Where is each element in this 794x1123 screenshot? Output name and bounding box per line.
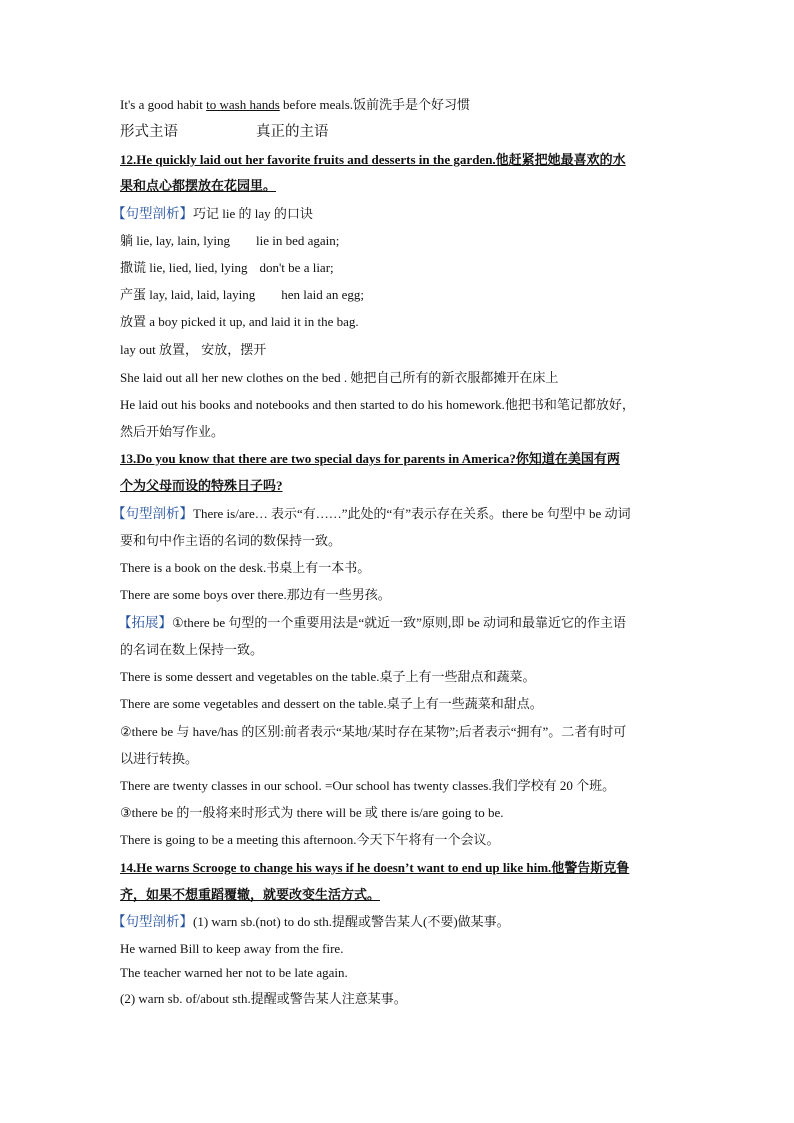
analysis-there-be xyxy=(112,505,631,523)
example-dessert-vegetables: There is some dessert and vegetables on the table.桌子上有一些甜点和蔬菜。 xyxy=(120,669,536,684)
lie-forms: 躺 lie, lay, lain, lying xyxy=(120,233,230,248)
analysis-lie-lay xyxy=(112,205,313,223)
heading-12-line2: 果和点心都摆放在花园里。 xyxy=(120,178,277,193)
extension-3: ③there be 的一般将来时形式为 there will be 或 there is/are going to be. xyxy=(120,805,504,820)
example-laid-out-clothes: She laid out all her new clothes on the bed . 她把自己所有的新衣服都摊开在床上 xyxy=(120,370,559,385)
heading-13-line1: 13.Do you know that there are two special days for parents in America?你知道在美国有两 xyxy=(120,451,620,466)
lay-forms: 产蛋 lay, laid, laid, laying xyxy=(120,287,256,302)
example-boys: There are some boys over there.那边有一些男孩。 xyxy=(120,587,391,602)
heading-14-line1: 14.He warns Scrooge to change his ways if he doesn’t want to end up like him.他警告斯克鲁 xyxy=(120,860,630,875)
example-classes: There are twenty classes in our school. =Our school has twenty classes.我们学校有 20 个班。 xyxy=(120,778,616,793)
lie-line xyxy=(120,232,339,250)
analysis-text: 巧记 lie 的 lay 的口诀 xyxy=(193,206,313,221)
lay-out-line: lay out 放置， 安放，摆开 xyxy=(120,342,267,357)
analysis-there-be-2: 要和句中作主语的名词的数保持一致。 xyxy=(120,533,342,548)
heading-12-line1: 12.He quickly laid out her favorite fruits and desserts in the garden.他赶紧把她最喜欢的水 xyxy=(120,152,626,167)
lie-lie-example: don't be a liar; xyxy=(259,260,334,275)
place-line: 放置 a boy picked it up, and laid it in the bag. xyxy=(120,314,359,329)
real-subject-label: 真正的主语 xyxy=(256,124,329,140)
heading-14-line2: 齐，如果不想重蹈覆辙，就要改变生活方式。 xyxy=(120,887,381,902)
example-teacher-warned: The teacher warned her not to be late again. xyxy=(120,965,348,980)
real-subject-phrase: to wash hands xyxy=(206,97,280,112)
extension-tag: 【拓展】 xyxy=(118,615,172,631)
extension-text: ①there be 句型的一个重要用法是“就近一致”原则,即 be 动词和最靠近它的作主语 xyxy=(172,615,626,630)
lie-lie-line xyxy=(120,259,334,277)
example-sentence-habit xyxy=(120,96,470,114)
example-warned-bill: He warned Bill to keep away from the fire. xyxy=(120,941,344,956)
example-laid-out-books-1: He laid out his books and notebooks and then started to do his homework.他把书和笔记都放好， xyxy=(120,397,635,412)
formal-subject-label: 形式主语 xyxy=(120,124,178,140)
analysis-warn xyxy=(112,913,510,931)
extension-2: ②there be 与 have/has 的区别:前者表示“某地/某时存在某物”;后者表示“拥有”。二者有时可 xyxy=(120,724,627,739)
analysis-tag: 【句型剖析】 xyxy=(112,506,193,522)
heading-13-line2: 个为父母而设的特殊日子吗? xyxy=(120,478,283,493)
example-vegetables-dessert: There are some vegetables and dessert on the table.桌子上有一些蔬菜和甜点。 xyxy=(120,696,543,711)
example-meeting: There is going to be a meeting this afternoon.今天下午将有一个会议。 xyxy=(120,832,500,847)
extension-2-cont: 以进行转换。 xyxy=(120,751,199,766)
sentence-rest: before meals.饭前洗手是个好习惯 xyxy=(279,97,471,112)
lie-example: lie in bed again; xyxy=(256,233,340,248)
analysis-text: There is/are… 表示“有……”此处的“有”表示存在关系。there be 句型中 be 动词 xyxy=(193,506,631,521)
analysis-tag: 【句型剖析】 xyxy=(112,206,193,222)
analysis-text: (1) warn sb.(not) to do sth.提醒或警告某人(不要)做某事。 xyxy=(193,914,510,929)
lie-lie-forms: 撒谎 lie, lied, lied, lying xyxy=(120,260,248,275)
lay-line xyxy=(120,286,364,304)
example-laid-out-books-2: 然后开始写作业。 xyxy=(120,424,225,439)
subject-labels xyxy=(120,123,329,141)
example-book-desk: There is a book on the desk.书桌上有一本书。 xyxy=(120,560,371,575)
analysis-tag: 【句型剖析】 xyxy=(112,914,193,930)
warn-usage-2: (2) warn sb. of/about sth.提醒或警告某人注意某事。 xyxy=(120,991,407,1006)
extension-1 xyxy=(120,614,626,632)
extension-1-cont: 的名词在数上保持一致。 xyxy=(120,642,264,657)
lay-example: hen laid an egg; xyxy=(281,287,364,302)
formal-subject-it: It's a good habit xyxy=(120,97,207,112)
